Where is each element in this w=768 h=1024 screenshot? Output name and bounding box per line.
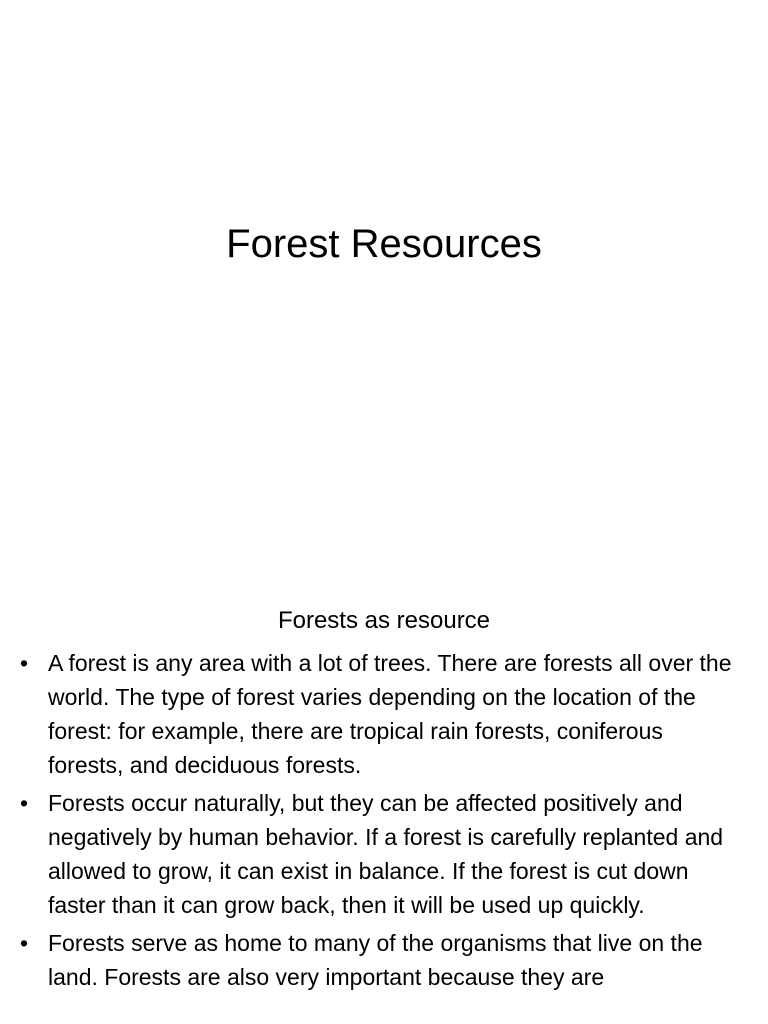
bullet-list: [20, 646, 740, 998]
bullet-dot-icon: •: [20, 930, 29, 956]
bullet-text: A forest is any area with a lot of trees. There are forests all over the world. The type of forest varies depending on the location of the forest: for example, there are tropical rain forests, coniferous forests, and deciduous forests.: [48, 650, 732, 778]
bullet-text: Forests occur naturally, but they can be affected positively and negatively by human behavior. If a forest is carefully replanted and allowed to grow, it can exist in balance. If the forest is cut down faster than it can grow back, then it will be used up quickly.: [48, 790, 724, 918]
bullet-dot-icon: •: [20, 650, 29, 676]
section-heading: Forests as resource: [277, 607, 491, 634]
bullet-item: [20, 926, 740, 994]
bullet-dot-icon: •: [20, 790, 29, 816]
bullet-text: Forests serve as home to many of the organisms that live on the land. Forests are also very important because they are: [48, 930, 703, 990]
bullet-item: [20, 786, 740, 922]
slide-title: Forest Resources: [226, 222, 542, 266]
bullet-item: [20, 646, 740, 782]
